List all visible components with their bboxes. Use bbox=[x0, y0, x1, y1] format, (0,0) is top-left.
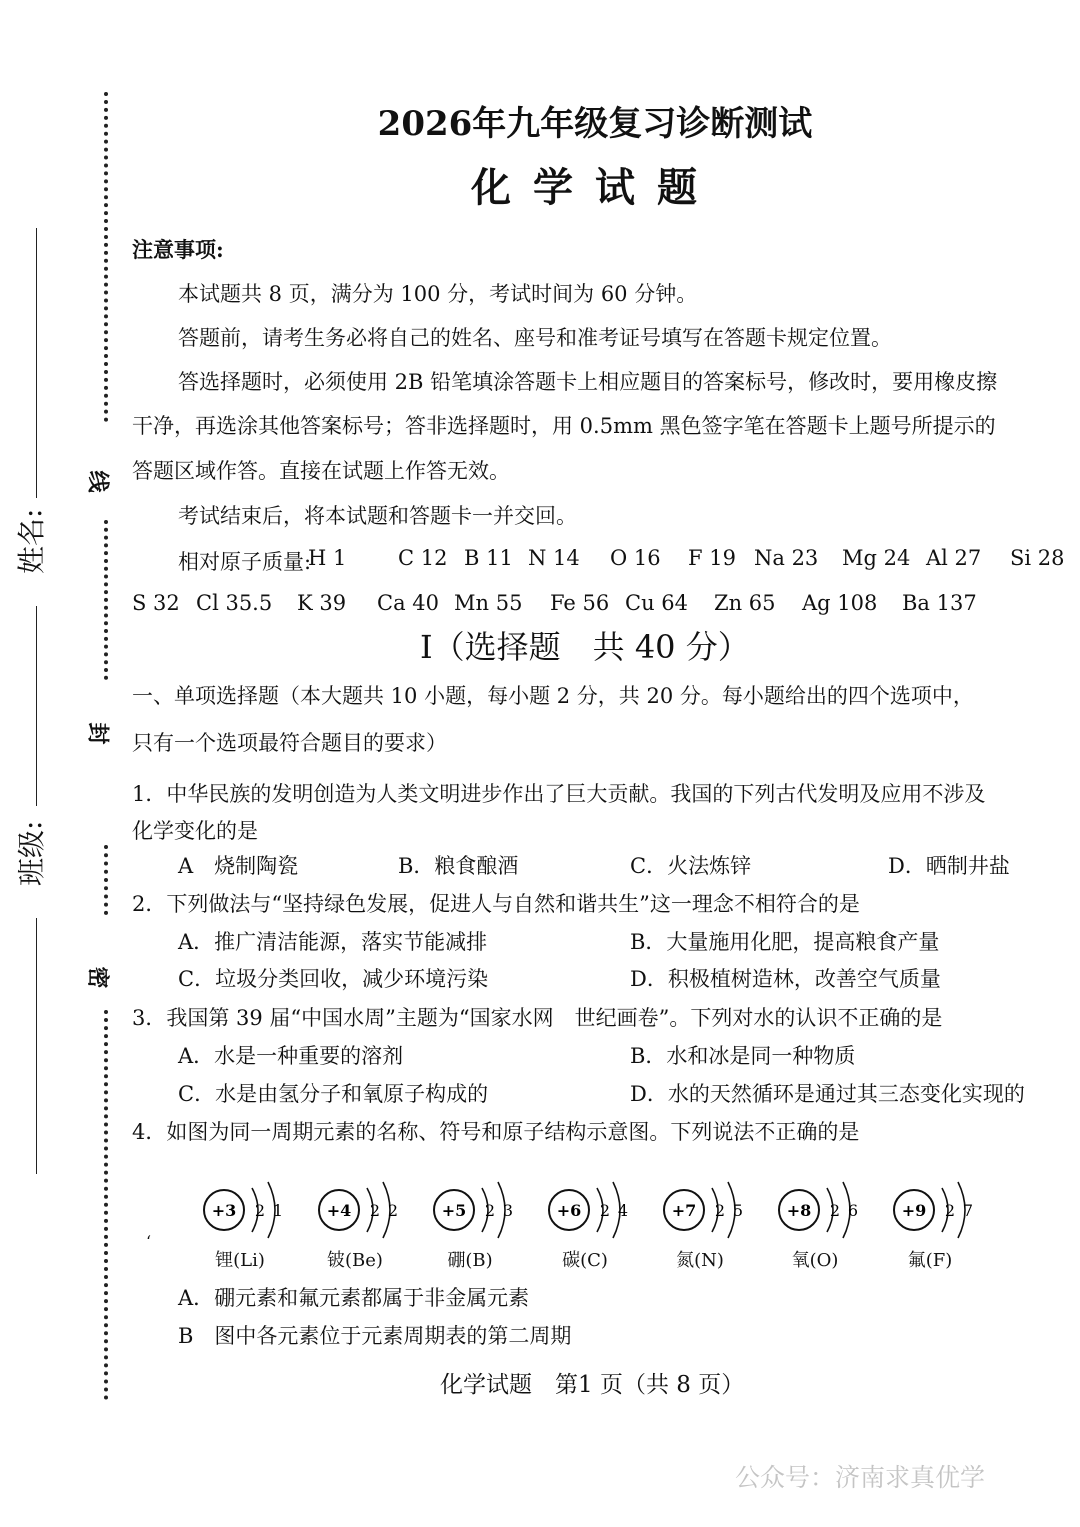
question-4-option-a: A．硼元素和氟元素都属于非金属元素 bbox=[178, 1286, 530, 1310]
atomic-mass: Mn 55 bbox=[454, 591, 523, 615]
nucleus-charge: +9 bbox=[901, 1201, 927, 1220]
question-4-stem: 4．如图为同一周期元素的名称、符号和原子结构示意图。下列说法不正确的是 bbox=[132, 1120, 860, 1144]
part1-instruction: 只有一个选项最符合题目的要求） bbox=[132, 731, 447, 755]
page-footer: 化学试题 第1 页（共 8 页） bbox=[440, 1372, 745, 1398]
shell-1-electrons: 2 bbox=[484, 1201, 496, 1220]
nucleus-charge: +8 bbox=[786, 1201, 812, 1220]
seal-char-mi: 密 bbox=[84, 966, 111, 989]
question-2-option-c: C．垃圾分类回收，减少环境污染 bbox=[178, 967, 489, 991]
element-name: 锂(Li) bbox=[215, 1250, 265, 1271]
atomic-mass-label: 相对原子质量: bbox=[178, 550, 312, 574]
dotted-binding-line bbox=[104, 520, 108, 680]
shell-1-electrons: 2 bbox=[369, 1201, 381, 1220]
class-blank-line bbox=[36, 918, 37, 1174]
class-label: 班级: bbox=[15, 820, 48, 886]
shell-2-electrons: 5 bbox=[732, 1201, 744, 1220]
seal-char-xian: 线 bbox=[84, 470, 111, 493]
atomic-mass: K 39 bbox=[297, 591, 347, 615]
shell-1-electrons: 2 bbox=[829, 1201, 841, 1220]
atomic-mass: H 1 bbox=[308, 546, 347, 570]
atomic-mass: S 32 bbox=[132, 591, 180, 615]
nucleus-charge: +5 bbox=[441, 1201, 467, 1220]
atomic-mass: Ag 108 bbox=[802, 591, 878, 615]
question-3-stem: 3．我国第 39 届“中国水周”主题为“国家水网 世纪画卷”。下列对水的认识不正确的是 bbox=[132, 1006, 943, 1030]
atomic-mass: Ca 40 bbox=[377, 591, 439, 615]
atom-diagram bbox=[200, 1180, 300, 1270]
question-1-stem: 1．中华民族的发明创造为人类文明进步作出了巨大贡献。我国的下列古代发明及应用不涉及 bbox=[132, 782, 986, 806]
shell-1-electrons: 2 bbox=[254, 1201, 266, 1220]
question-3-option-b: B．水和冰是同一种物质 bbox=[630, 1044, 856, 1068]
question-1-option-d: D．晒制井盐 bbox=[888, 854, 1010, 878]
nucleus-charge: +7 bbox=[671, 1201, 697, 1220]
element-name: 氮(N) bbox=[676, 1250, 724, 1271]
atomic-mass: Fe 56 bbox=[550, 591, 610, 615]
dotted-binding-line bbox=[104, 845, 108, 915]
element-name: 硼(B) bbox=[447, 1250, 493, 1271]
name-label: 姓名: bbox=[15, 508, 48, 574]
atomic-mass-row-2 bbox=[132, 591, 1012, 619]
atomic-mass: Na 23 bbox=[754, 546, 819, 570]
atomic-mass: Cu 64 bbox=[625, 591, 688, 615]
atomic-mass: C 12 bbox=[398, 546, 448, 570]
atom-diagram bbox=[660, 1180, 760, 1270]
atom-diagram bbox=[890, 1180, 990, 1270]
shell-1-electrons: 2 bbox=[599, 1201, 611, 1220]
atom-diagram bbox=[430, 1180, 530, 1270]
nucleus-charge: +4 bbox=[326, 1201, 352, 1220]
question-2-stem: 2．下列做法与“坚持绿色发展，促进人与自然和谐共生”这一理念不相符合的是 bbox=[132, 892, 860, 916]
question-1-option-a: A 烧制陶瓷 bbox=[178, 854, 299, 878]
atom-diagram bbox=[545, 1180, 645, 1270]
notes-line: 考试结束后，将本试题和答题卡一并交回。 bbox=[178, 504, 577, 528]
exam-title: 2026年九年级复习诊断测试 bbox=[377, 104, 813, 144]
question-2-option-d: D．积极植树造林，改善空气质量 bbox=[630, 967, 941, 991]
nucleus-charge: +3 bbox=[211, 1201, 237, 1220]
atomic-mass: Ba 137 bbox=[902, 591, 977, 615]
shell-2-electrons: 2 bbox=[387, 1201, 399, 1220]
notes-line: 答题区域作答。直接在试题上作答无效。 bbox=[132, 459, 510, 483]
part1-instruction: 一、单项选择题（本大题共 10 小题，每小题 2 分，共 20 分。每小题给出的四个选项中， bbox=[132, 684, 974, 708]
atomic-mass: Al 27 bbox=[926, 546, 982, 570]
question-1-stem: 化学变化的是 bbox=[132, 819, 258, 843]
atom-structure-svg bbox=[545, 1180, 645, 1246]
notes-line: 干净，再选涂其他答案标号；答非选择题时，用 0.5mm 黑色签字笔在答题卡上题号所提示的 bbox=[132, 414, 996, 438]
atomic-mass: Cl 35.5 bbox=[196, 591, 273, 615]
question-3-option-d: D．水的天然循环是通过其三态变化实现的 bbox=[630, 1082, 1025, 1106]
notes-line: 答选择题时，必须使用 2B 铅笔填涂答题卡上相应题目的答案标号，修改时，要用橡皮擦 bbox=[178, 370, 998, 394]
question-1-option-c: C．火法炼锌 bbox=[630, 854, 752, 878]
atom-structure-svg bbox=[430, 1180, 530, 1246]
atomic-mass: F 19 bbox=[688, 546, 736, 570]
atom-diagram bbox=[775, 1180, 875, 1270]
shell-1-electrons: 2 bbox=[944, 1201, 956, 1220]
dotted-binding-line bbox=[104, 1010, 108, 1400]
watermark: 公众号：济南求真优学 bbox=[735, 1463, 986, 1492]
notes-heading: 注意事项: bbox=[132, 237, 224, 262]
question-2-option-a: A．推广清洁能源，落实节能减排 bbox=[178, 930, 488, 954]
atomic-mass-row-1 bbox=[178, 546, 1065, 576]
nucleus-charge: +6 bbox=[556, 1201, 582, 1220]
atom-diagram bbox=[315, 1180, 415, 1270]
notes-line: 本试题共 8 页，满分为 100 分，考试时间为 60 分钟。 bbox=[178, 282, 698, 306]
atom-structure-svg bbox=[890, 1180, 990, 1246]
name-blank-line bbox=[36, 228, 37, 498]
shell-2-electrons: 7 bbox=[962, 1201, 974, 1220]
seal-char-feng: 封 bbox=[84, 722, 111, 745]
section-title: I（选择题 共 40 分） bbox=[420, 628, 750, 666]
shell-2-electrons: 1 bbox=[272, 1201, 284, 1220]
question-2-option-b: B．大量施用化肥，提高粮食产量 bbox=[630, 930, 940, 954]
atomic-mass: Mg 24 bbox=[842, 546, 911, 570]
element-name: 铍(Be) bbox=[327, 1250, 383, 1271]
shell-2-electrons: 4 bbox=[617, 1201, 629, 1220]
atomic-mass: Si 28 bbox=[1010, 546, 1065, 570]
atomic-mass: N 14 bbox=[528, 546, 580, 570]
notes-line: 答题前，请考生务必将自己的姓名、座号和准考证号填写在答题卡规定位置。 bbox=[178, 326, 892, 350]
element-name: 氧(O) bbox=[791, 1250, 839, 1271]
element-name: 氟(F) bbox=[907, 1250, 953, 1271]
shell-2-electrons: 3 bbox=[502, 1201, 514, 1220]
question-1-option-b: B．粮食酿酒 bbox=[398, 854, 519, 878]
question-4-option-b: B 图中各元素位于元素周期表的第二周期 bbox=[178, 1324, 572, 1348]
shell-1-electrons: 2 bbox=[714, 1201, 726, 1220]
question-3-option-a: A．水是一种重要的溶剂 bbox=[178, 1044, 404, 1068]
atom-structure-svg bbox=[315, 1180, 415, 1246]
stray-mark: ‘ bbox=[146, 1232, 152, 1251]
shell-2-electrons: 6 bbox=[847, 1201, 859, 1220]
atom-structure-svg bbox=[660, 1180, 760, 1246]
question-3-option-c: C．水是由氢分子和氧原子构成的 bbox=[178, 1082, 489, 1106]
subject-title: 化学试题 bbox=[471, 164, 719, 211]
atomic-mass: Zn 65 bbox=[714, 591, 776, 615]
atom-structure-svg bbox=[200, 1180, 300, 1246]
atom-structure-svg bbox=[775, 1180, 875, 1246]
element-name: 碳(C) bbox=[562, 1250, 608, 1271]
name-blank-line bbox=[36, 606, 37, 806]
atomic-mass: O 16 bbox=[610, 546, 661, 570]
atomic-mass: B 11 bbox=[464, 546, 513, 570]
